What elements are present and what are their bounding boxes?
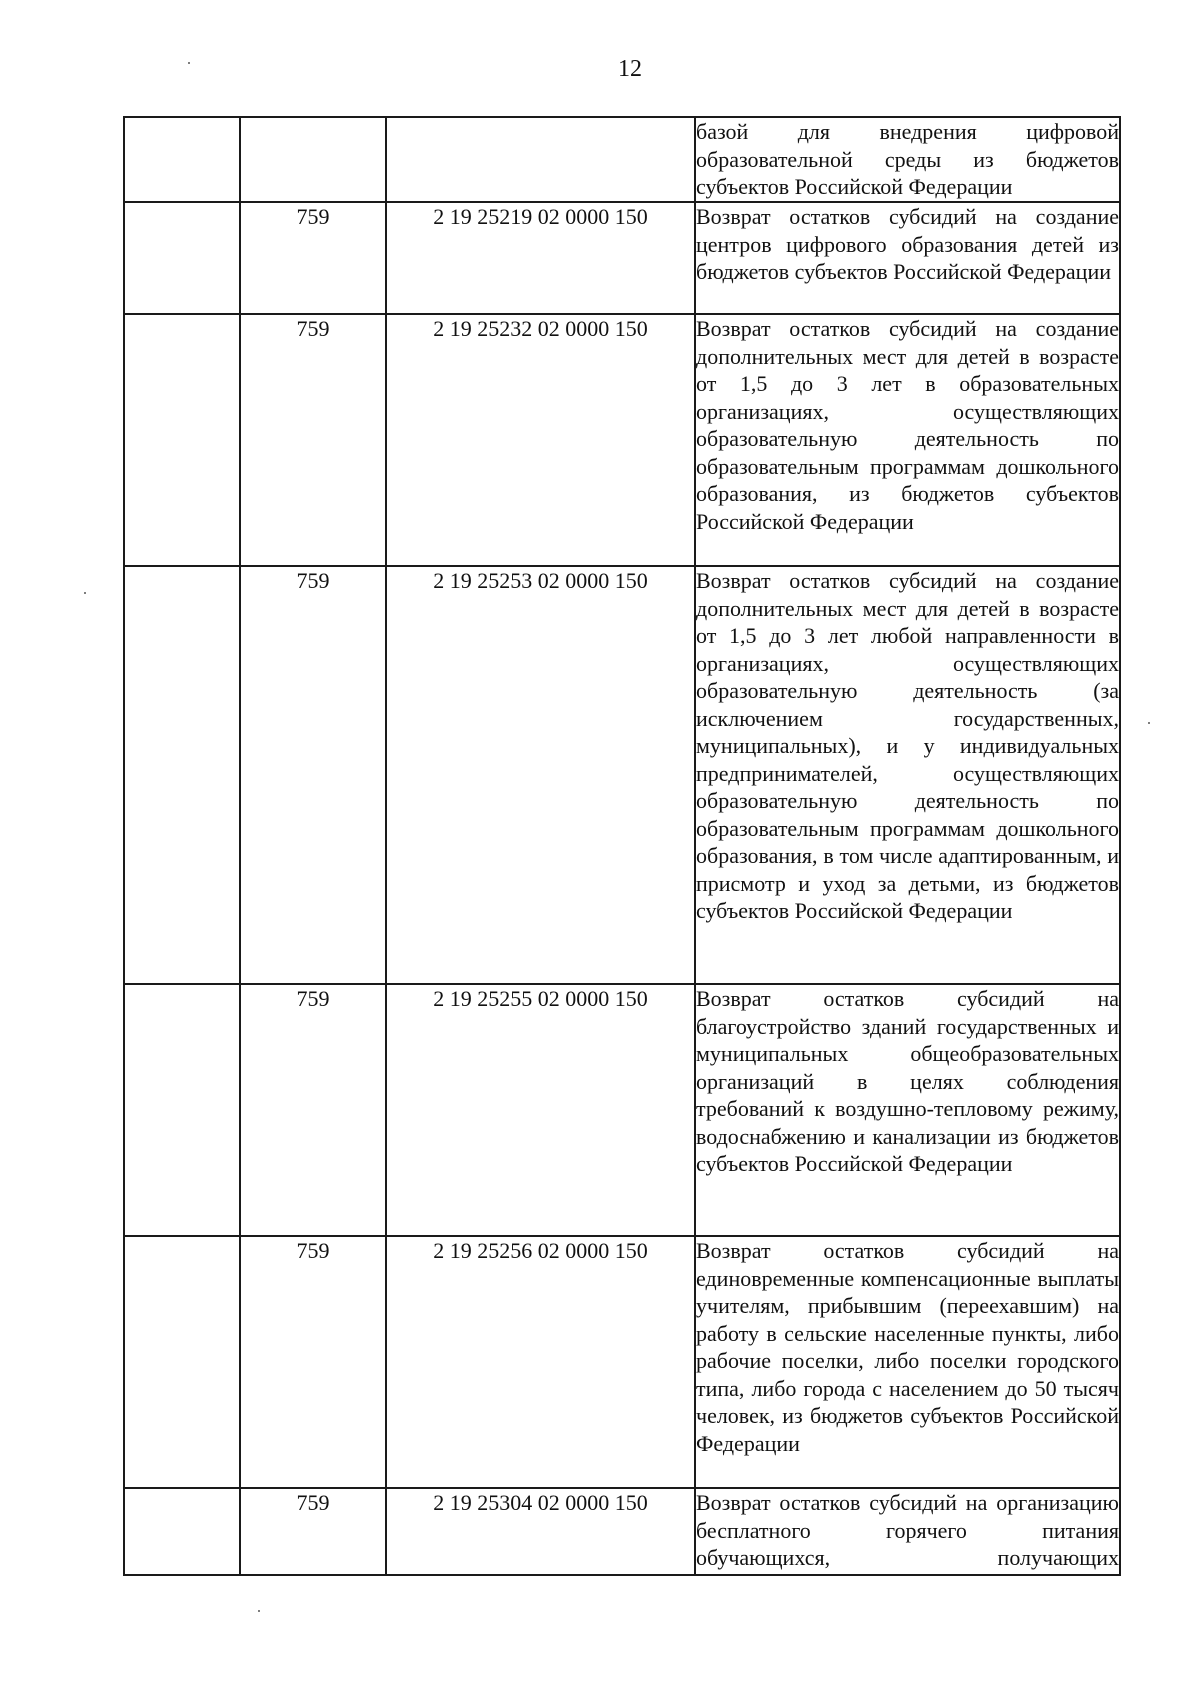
administrator-code-cell: 759 <box>240 314 386 566</box>
page-number: 12 <box>618 56 642 82</box>
scan-speck <box>188 62 190 64</box>
scan-speck <box>84 592 86 594</box>
budget-codes-table <box>123 116 1121 1576</box>
table-row <box>124 117 1120 202</box>
administrator-code-cell: 759 <box>240 1236 386 1488</box>
table-row <box>124 984 1120 1236</box>
empty-cell <box>124 202 240 314</box>
income-name-cell: Возврат остатков субсидий на единовременные компенсационные выплаты учителям, прибывшим (переехавшим) на работу в сельские населенные пункты, либо рабочие поселки, либо поселки городского типа, либо города с населением до 50 тысяч человек, из бюджетов субъектов Российской Федерации <box>695 1236 1120 1488</box>
income-name-cell <box>695 1488 1120 1575</box>
income-name-cell: базой для внедрения цифровой образовательной среды из бюджетов субъектов Российской Федерации <box>695 117 1120 202</box>
table-row <box>124 1236 1120 1488</box>
budget-classification-code-cell <box>386 117 695 202</box>
administrator-code-cell: 759 <box>240 202 386 314</box>
administrator-code-cell: 759 <box>240 566 386 984</box>
empty-cell <box>124 566 240 984</box>
empty-cell <box>124 1488 240 1575</box>
budget-classification-code-cell: 2 19 25232 02 0000 150 <box>386 314 695 566</box>
budget-classification-code-cell: 2 19 25256 02 0000 150 <box>386 1236 695 1488</box>
empty-cell <box>124 314 240 566</box>
scan-speck <box>258 1610 260 1612</box>
income-name-cell: Возврат остатков субсидий на создание центров цифрового образования детей из бюджетов субъектов Российской Федерации <box>695 202 1120 314</box>
empty-cell <box>124 117 240 202</box>
table-row <box>124 1488 1120 1575</box>
administrator-code-cell <box>240 117 386 202</box>
budget-classification-code-cell: 2 19 25304 02 0000 150 <box>386 1488 695 1575</box>
empty-cell <box>124 984 240 1236</box>
administrator-code-cell: 759 <box>240 1488 386 1575</box>
budget-classification-code-cell: 2 19 25253 02 0000 150 <box>386 566 695 984</box>
table-row <box>124 566 1120 984</box>
income-name-cell: Возврат остатков субсидий на благоустройство зданий государственных и муниципальных общеобразовательных организаций в целях соблюдения требований к воздушно-тепловому режиму, водоснабжению и канализации из бюджетов субъектов Российской Федерации <box>695 984 1120 1236</box>
scan-speck <box>1148 722 1150 724</box>
administrator-code-cell: 759 <box>240 984 386 1236</box>
empty-cell <box>124 1236 240 1488</box>
budget-classification-code-cell: 2 19 25219 02 0000 150 <box>386 202 695 314</box>
table-row <box>124 202 1120 314</box>
income-name-text: Возврат остатков субсидий на организацию бесплатного горячего питания обучающихся, получающих <box>696 1490 1119 1570</box>
table-row <box>124 314 1120 566</box>
income-name-cell: Возврат остатков субсидий на создание дополнительных мест для детей в возрасте от 1,5 до 3 лет любой направленности в организациях, осуществляющих образовательную деятельность (за исключением государственных, муниципальных), и у индивидуальных предпринимателей, осуществляющих образовательную деятельность по образовательным программам дошкольного образования, в том числе адаптированным, и присмотр и уход за детьми, из бюджетов субъектов Российской Федерации <box>695 566 1120 984</box>
budget-classification-code-cell: 2 19 25255 02 0000 150 <box>386 984 695 1236</box>
income-name-cell: Возврат остатков субсидий на создание дополнительных мест для детей в возрасте от 1,5 до 3 лет в образовательных организациях, осуществляющих образовательную деятельность по образовательным программам дошкольного образования, из бюджетов субъектов Российской Федерации <box>695 314 1120 566</box>
